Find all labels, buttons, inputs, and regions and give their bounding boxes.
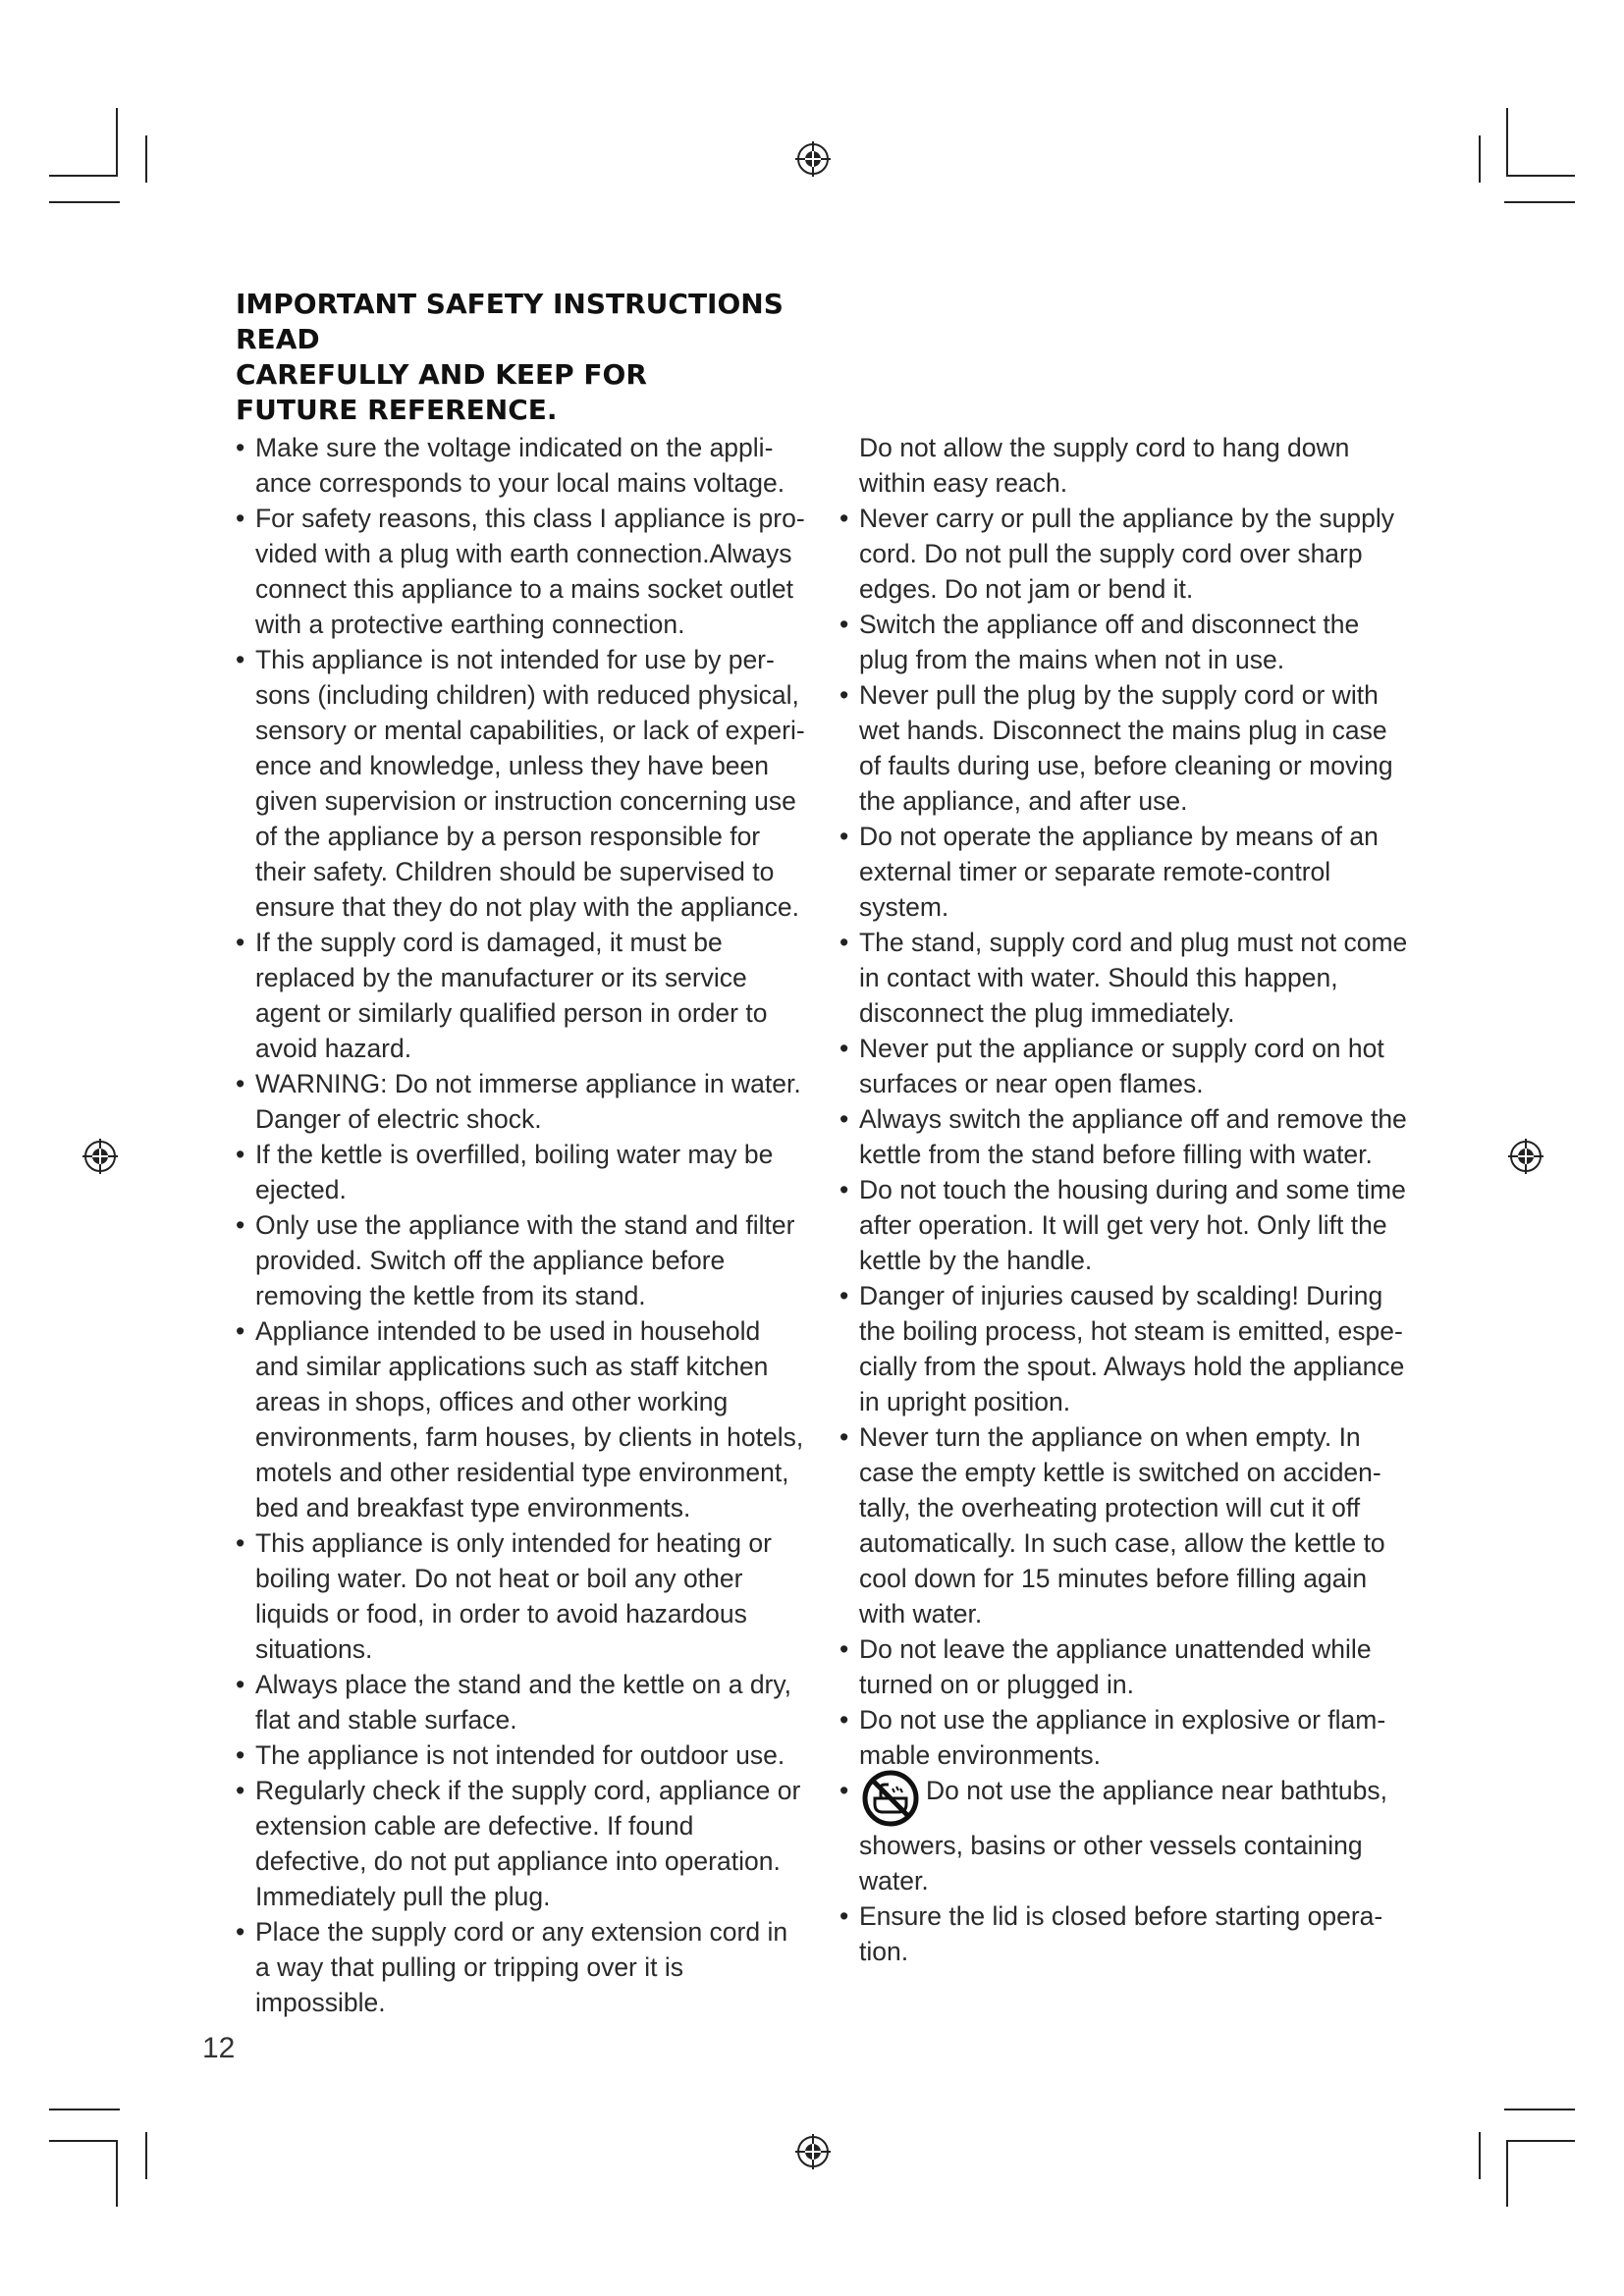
list-item: • If the kettle is overfilled, boiling water may be ejected. (236, 1137, 805, 1207)
list-item: • Never carry or pull the appliance by the supply cord. Do not pull the supply cord over sharp edges. Do not jam or bend it. (839, 501, 1409, 607)
registration-mark-left-icon (81, 1137, 120, 1176)
list-item-bath-warning (839, 1773, 1409, 1898)
list-item: • Always switch the appliance off and remove the kettle from the stand before filling with water. (839, 1101, 1409, 1172)
list-item-continuation: Do not allow the supply cord to hang down within easy reach. (859, 433, 1350, 498)
list-item: • The stand, supply cord and plug must not come in contact with water. Should this happen, disconnect the plug immediately. (839, 925, 1409, 1031)
list-item: • Do not use the appliance in explosive or flammable environments. (839, 1702, 1409, 1773)
registration-mark-top-icon (793, 139, 833, 179)
left-column-list (236, 430, 805, 2020)
list-item: • Place the supply cord or any extension cord in a way that pulling or tripping over it is impossible. (236, 1914, 805, 2020)
list-item: • Appliance intended to be used in household and similar applications such as staff kitchen areas in shops, offices and other working environments, farm houses, by clients in hotels, motels and other residential type environment, bed and breakfast type environments. (236, 1313, 805, 1525)
list-item: • This appliance is only intended for heating or boiling water. Do not heat or boil any other liquids or food, in order to avoid hazardous situations. (236, 1525, 805, 1667)
list-item: • Ensure the lid is closed before starting operation. (839, 1898, 1409, 1969)
page-title (236, 287, 844, 428)
list-item: • Danger of injuries caused by scalding! During the boiling process, hot steam is emitted, especially from the spout. Always hold the appliance in upright position. (839, 1278, 1409, 1419)
no-bathtub-icon (859, 1769, 922, 1828)
bath-warning-text: Do not use the appliance near bathtubs, showers, basins or other vessels containing water. (859, 1776, 1387, 1896)
title-line-1: IMPORTANT SAFETY INSTRUCTIONS READ (236, 288, 784, 355)
list-item: • Make sure the voltage indicated on the appliance corresponds to your local mains voltage. (236, 430, 805, 501)
list-item: • Do not leave the appliance unattended while turned on or plugged in. (839, 1631, 1409, 1702)
list-item: • Regularly check if the supply cord, appliance or extension cable are defective. If found defective, do not put appliance into operation. Immediately pull the plug. (236, 1773, 805, 1914)
list-item: • This appliance is not intended for use by persons (including children) with reduced physical, sensory or mental capabilities, or lack of experience and knowledge, unless they have been given supervision or instruction concerning use of the appliance by a person responsible for their safety. Children should be supervised to ensure that they do not play with the appliance. (236, 642, 805, 925)
registration-mark-bottom-icon (793, 2132, 833, 2171)
list-item: • Do not touch the housing during and some time after operation. It will get very hot. Only lift the kettle by the handle. (839, 1172, 1409, 1278)
title-line-3: FUTURE REFERENCE. (236, 394, 558, 426)
list-item: • If the supply cord is damaged, it must be replaced by the manufacturer or its service agent or similarly qualified person in order to avoid hazard. (236, 925, 805, 1066)
list-item: • Always place the stand and the kettle on a dry, flat and stable surface. (236, 1667, 805, 1737)
registration-mark-right-icon (1506, 1137, 1545, 1176)
list-item: • Never turn the appliance on when empty. In case the empty kettle is switched on accidentally, the overheating protection will cut it off automatically. In such case, allow the kettle to cool down for 15 minutes before filling again with water. (839, 1419, 1409, 1631)
list-item: • Do not operate the appliance by means of an external timer or separate remote-control system. (839, 819, 1409, 925)
page-number: 12 (202, 2032, 236, 2064)
list-item: • Only use the appliance with the stand and filter provided. Switch off the appliance before removing the kettle from its stand. (236, 1207, 805, 1313)
list-item: • WARNING: Do not immerse appliance in water. Danger of electric shock. (236, 1066, 805, 1137)
right-column-list (839, 430, 1409, 1969)
list-item: • Switch the appliance off and disconnect the plug from the mains when not in use. (839, 607, 1409, 677)
list-item: • For safety reasons, this class I appliance is provided with a plug with earth connection.Always connect this appliance to a mains socket outlet with a protective earthing connection. (236, 501, 805, 642)
title-line-2: CAREFULLY AND KEEP FOR (236, 358, 647, 391)
list-item: • Never pull the plug by the supply cord or with wet hands. Disconnect the mains plug in case of faults during use, before cleaning or moving the appliance, and after use. (839, 677, 1409, 819)
list-item: • Never put the appliance or supply cord on hot surfaces or near open flames. (839, 1031, 1409, 1101)
list-item: • The appliance is not intended for outdoor use. (236, 1737, 805, 1773)
